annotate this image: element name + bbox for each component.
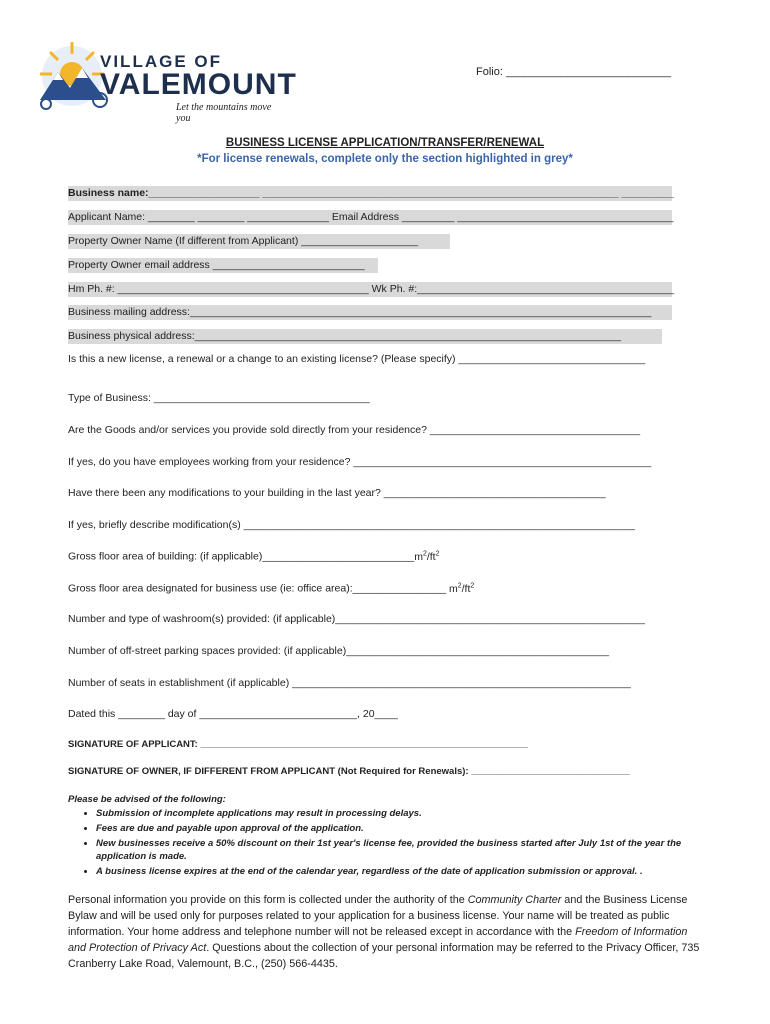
note-item: • Fees are due and payable upon approval of the application. [96, 822, 708, 835]
advisory-notes [68, 794, 708, 880]
village-logo [34, 38, 297, 124]
form-subtitle: *For license renewals, complete only the section highlighted in grey* [197, 153, 573, 165]
logo-line1: VILLAGE OF [100, 52, 222, 71]
logo-tagline: Let the mountains move you [176, 102, 272, 124]
form-title: BUSINESS LICENSE APPLICATION/TRANSFER/RENEWAL [225, 137, 545, 149]
signature-applicant-field[interactable]: SIGNATURE OF APPLICANT: ______________________________________________________________ [68, 739, 529, 750]
logo-line2: VALEMOUNT [100, 68, 297, 101]
folio-field[interactable]: Folio: ___________________________ [476, 66, 672, 78]
notes-list [68, 807, 708, 878]
mailing-address-field[interactable]: Business mailing address:_______________________________________________________________________________ [68, 305, 672, 320]
gross-business-label: Gross floor area designated for business use (ie: office area):________________ [68, 582, 447, 595]
note-item: • Submission of incomplete applications may result in processing delays. [96, 807, 708, 820]
modifications-field[interactable]: Have there been any modifications to your building in the last year? ______________________________________ [68, 487, 606, 499]
applicant-field[interactable]: Applicant Name: ________ ________ ______________ Email Address _________ _____________________________________ [68, 211, 674, 223]
washroom-field[interactable]: Number and type of washroom(s) provided: (if applicable)_____________________________________________________ [68, 613, 645, 625]
gross-building-field[interactable] [68, 550, 440, 563]
parking-field[interactable]: Number of off-street parking spaces provided: (if applicable)_____________________________________________ [68, 645, 609, 657]
phone-field[interactable]: Hm Ph. #: ___________________________________________ Wk Ph. #:____________________________________________ [68, 283, 675, 295]
business-name-field[interactable]: Business name:___________________ _____________________________________________________________ _________ [68, 187, 675, 199]
community-charter-ref: Community Charter [467, 894, 562, 906]
describe-modifications-field[interactable]: If yes, briefly describe modification(s) ___________________________________________________________________ [68, 519, 635, 531]
dated-field[interactable]: Dated this ________ day of ___________________________, 20____ [68, 708, 398, 720]
employees-field[interactable]: If yes, do you have employees working from your residence? ___________________________________________________ [68, 456, 652, 468]
seats-field[interactable]: Number of seats in establishment (if applicable) __________________________________________________________ [68, 677, 631, 689]
signature-owner-field[interactable]: SIGNATURE OF OWNER, IF DIFFERENT FROM APPLICANT (Not Required for Renewals): ______________________________ [68, 766, 630, 777]
business-type-field[interactable]: Type of Business: _____________________________________ [68, 392, 370, 404]
physical-address-field[interactable]: Business physical address:_________________________________________________________________________ [68, 329, 662, 344]
gross-business-field[interactable] [68, 582, 474, 595]
foi-act-ref: Freedom of Information and Protection of Privacy Act [68, 926, 688, 954]
privacy-notice: Personal information you provide on this form is collected under the authority of the Community Charter and the Business License Bylaw and will be used only for purposes related to your application for a business license. Your name will be treated as public information. Your home address and telephone number will not be released except in accordance with the Freedom of Information and Protection of Privacy Act. Questions about the collection of your personal information may be referred to the Privacy Officer, 735 Cranberry Lake Road, Valemount, B.C., (250) 566-4435. [68, 894, 700, 970]
note-item: • New businesses receive a 50% discount on their 1st year's license fee, provided the business started after July 1st of the year the application is made. [96, 837, 708, 863]
gross-building-label: Gross floor area of building: (if applicable)__________________________ [68, 550, 415, 563]
goods-residence-field[interactable]: Are the Goods and/or services you provide sold directly from your residence? ____________________________________ [68, 424, 641, 436]
note-item: • A business license expires at the end of the calendar year, regardless of the date of application submission or approval. . [96, 865, 708, 878]
gross-business-unit: $m^2/ft^2$ [446, 582, 475, 595]
owner-email-field[interactable]: Property Owner email address __________________________ [68, 258, 378, 273]
new-license-field[interactable]: Is this a new license, a renewal or a change to an existing license? (Please specify) ________________________________ [68, 353, 646, 365]
owner-name-field[interactable]: Property Owner Name (If different from Applicant) ____________________ [68, 234, 450, 249]
notes-heading: Please be advised of the following: [68, 794, 226, 805]
gross-building-unit: $m^2/ft^2$ [414, 550, 440, 563]
